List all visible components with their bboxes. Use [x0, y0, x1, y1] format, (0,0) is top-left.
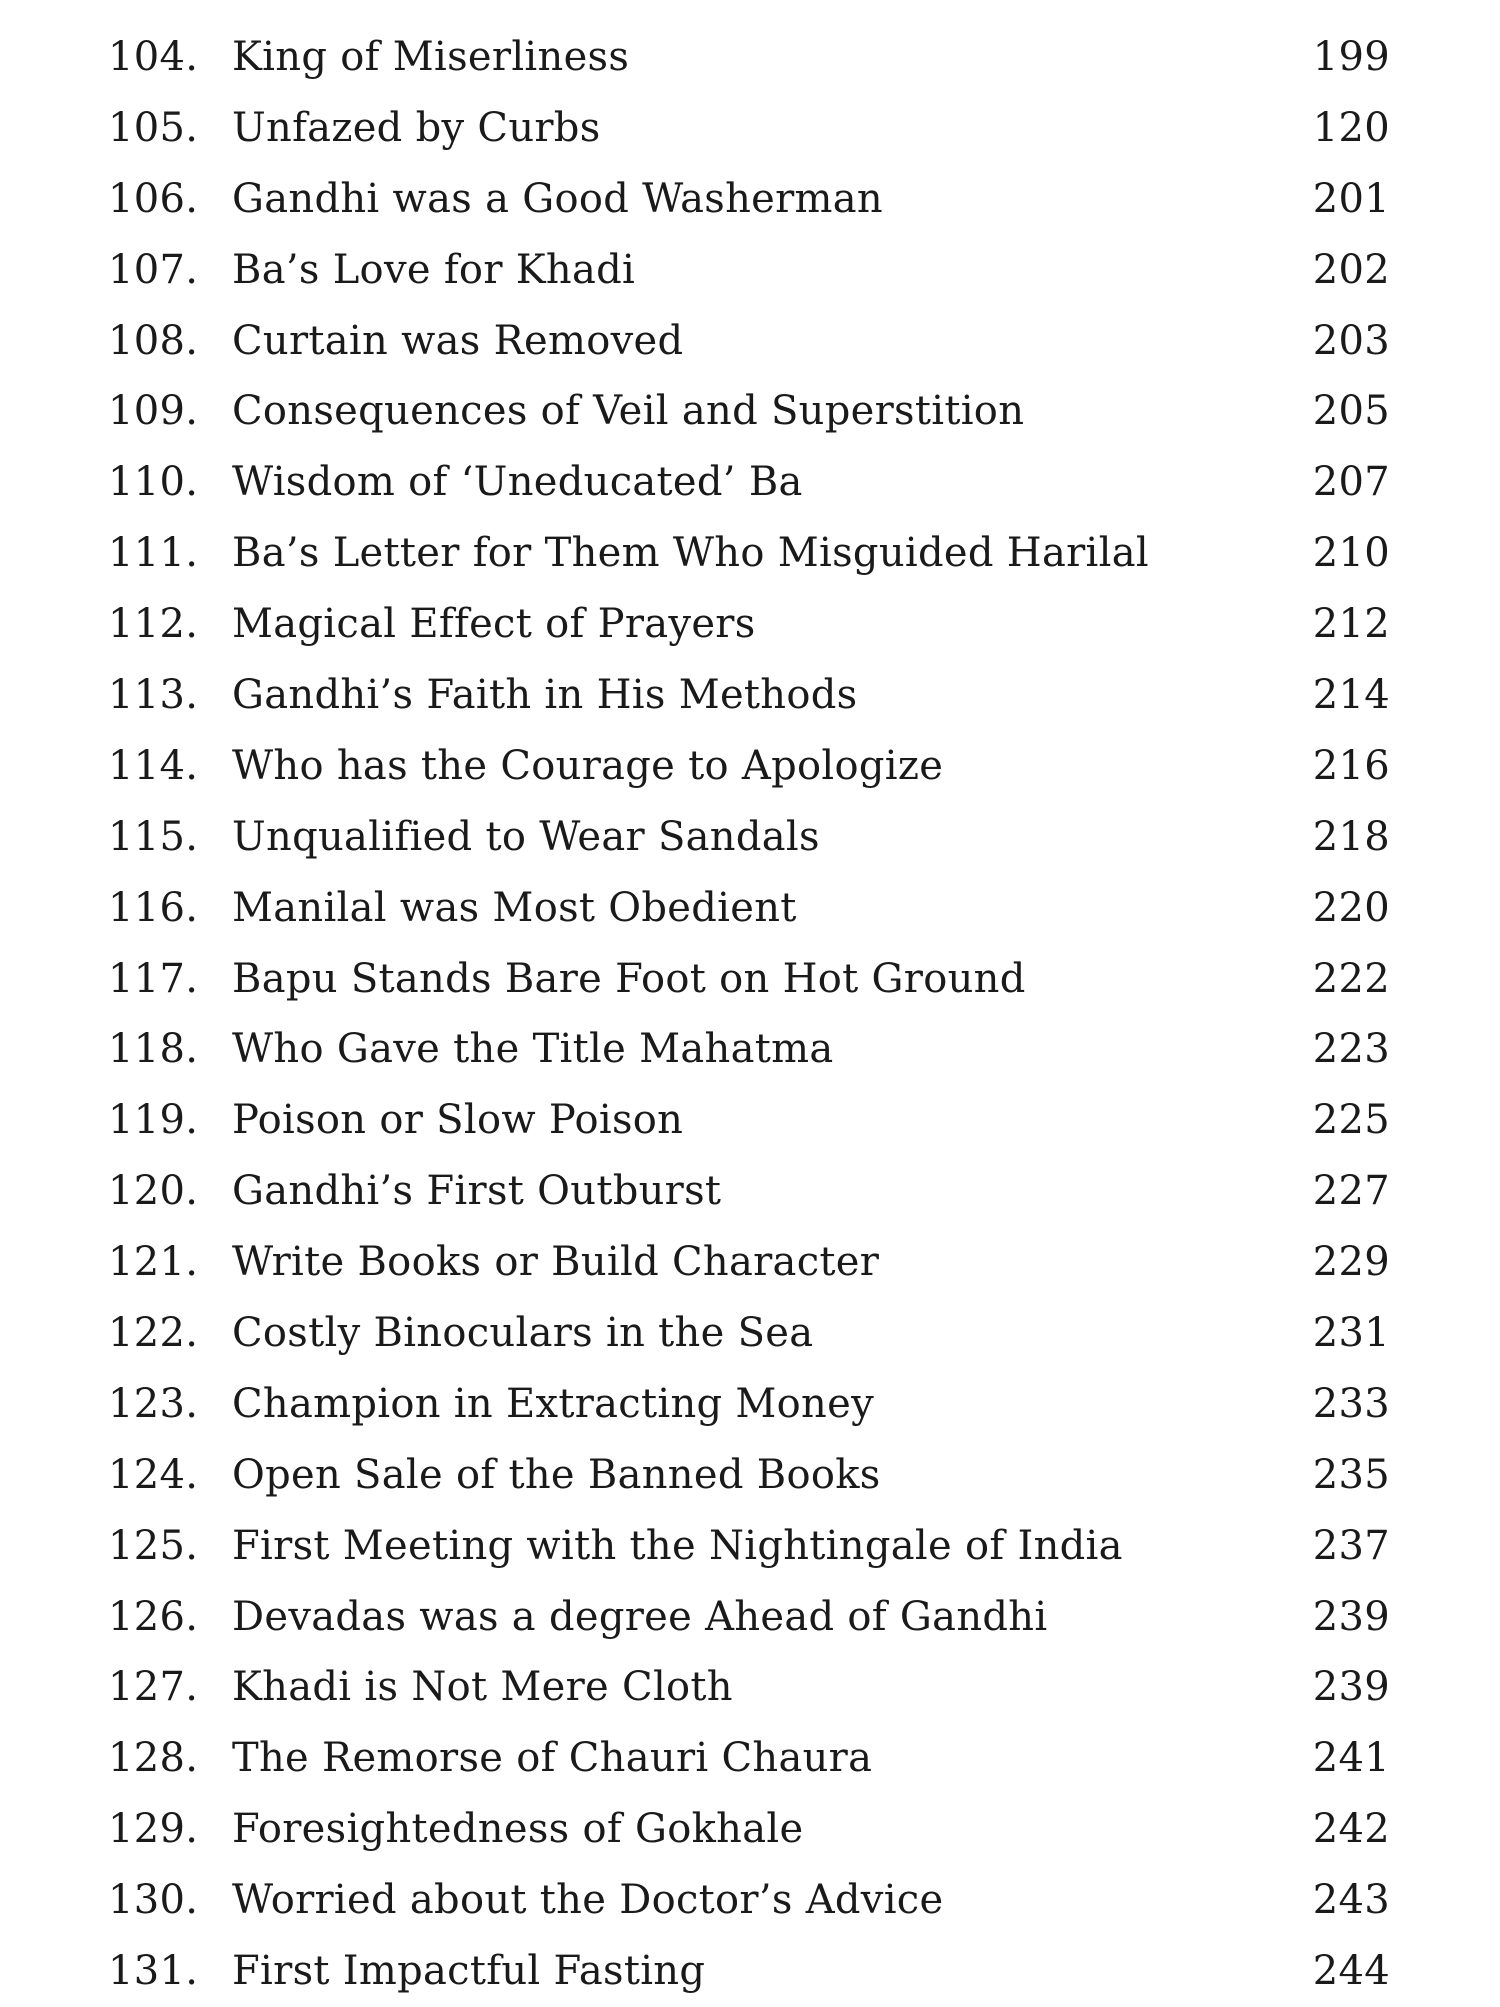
chapter-number: 115. — [108, 813, 199, 860]
page-number: 212 — [1312, 601, 1390, 648]
toc-entry — [0, 235, 1500, 306]
chapter-title: Devadas was a degree Ahead of Gandhi — [232, 1593, 1048, 1640]
chapter-title: Poison or Slow Poison — [232, 1097, 684, 1144]
toc-entry — [0, 306, 1500, 377]
page-number: 218 — [1312, 813, 1390, 860]
toc-entry — [0, 873, 1500, 944]
chapter-number: 104. — [108, 34, 199, 80]
chapter-number: 105. — [108, 104, 199, 151]
chapter-title: Khadi is Not Mere Cloth — [232, 1664, 733, 1711]
toc-entry — [0, 164, 1500, 235]
toc-entry — [0, 1440, 1500, 1511]
page-number: 120 — [1312, 104, 1390, 151]
chapter-number: 126. — [108, 1593, 199, 1640]
toc-entry — [0, 1156, 1500, 1227]
page-number: 227 — [1312, 1168, 1390, 1215]
chapter-number: 124. — [108, 1451, 199, 1498]
page-number: 203 — [1312, 317, 1390, 364]
page-number: 216 — [1312, 742, 1390, 789]
page-number: 242 — [1312, 1806, 1390, 1853]
chapter-number: 117. — [108, 955, 199, 1002]
chapter-number: 119. — [108, 1097, 199, 1144]
page-number: 239 — [1312, 1593, 1390, 1640]
page-number: 205 — [1312, 388, 1390, 435]
chapter-number: 129. — [108, 1806, 199, 1853]
chapter-number: 107. — [108, 246, 199, 293]
chapter-number: 130. — [108, 1877, 199, 1924]
toc-entry — [0, 518, 1500, 589]
chapter-title: Ba’s Love for Khadi — [232, 246, 636, 293]
chapter-title: Worried about the Doctor’s Advice — [232, 1877, 944, 1924]
toc-entry — [0, 22, 1500, 93]
page-number: 244 — [1312, 1948, 1390, 1995]
page-number: 201 — [1312, 175, 1390, 222]
chapter-number: 128. — [108, 1735, 199, 1782]
page-number: 207 — [1312, 459, 1390, 506]
chapter-number: 108. — [108, 317, 199, 364]
toc-entry — [0, 1865, 1500, 1936]
chapter-title: Who Gave the Title Mahatma — [232, 1026, 834, 1073]
toc-entry — [0, 1014, 1500, 1085]
chapter-title: Gandhi was a Good Washerman — [232, 175, 883, 222]
toc-entry — [0, 376, 1500, 447]
chapter-number: 121. — [108, 1239, 199, 1286]
chapter-title: Wisdom of ‘Uneducated’ Ba — [232, 459, 803, 506]
chapter-number: 111. — [108, 530, 199, 577]
toc-entry — [0, 660, 1500, 731]
chapter-title: Who has the Courage to Apologize — [232, 742, 944, 789]
toc-entry — [0, 1369, 1500, 1440]
chapter-title: King of Miserliness — [232, 34, 630, 80]
page-number: 235 — [1312, 1451, 1390, 1498]
chapter-title: Champion in Extracting Money — [232, 1380, 874, 1427]
toc-entry — [0, 1511, 1500, 1582]
toc-entry — [0, 1936, 1500, 2007]
chapter-title: Costly Binoculars in the Sea — [232, 1310, 814, 1357]
toc-entry — [0, 1085, 1500, 1156]
toc-entry — [0, 589, 1500, 660]
page-number: 233 — [1312, 1380, 1390, 1427]
chapter-number: 114. — [108, 742, 199, 789]
chapter-number: 112. — [108, 601, 199, 648]
chapter-title: Ba’s Letter for Them Who Misguided Harilal — [232, 530, 1149, 577]
page-number: 225 — [1312, 1097, 1390, 1144]
chapter-number: 131. — [108, 1948, 199, 1995]
chapter-number: 127. — [108, 1664, 199, 1711]
page-number: 223 — [1312, 1026, 1390, 1073]
page-number: 237 — [1312, 1522, 1390, 1569]
page-number: 222 — [1312, 955, 1390, 1002]
table-of-contents — [0, 22, 1500, 2007]
page-number: 231 — [1312, 1310, 1390, 1357]
toc-entry — [0, 93, 1500, 164]
page-number: 229 — [1312, 1239, 1390, 1286]
chapter-title: First Meeting with the Nightingale of India — [232, 1522, 1123, 1569]
chapter-title: Gandhi’s First Outburst — [232, 1168, 722, 1215]
toc-entry — [0, 1227, 1500, 1298]
chapter-title: Unfazed by Curbs — [232, 104, 601, 151]
chapter-title: Manilal was Most Obedient — [232, 884, 797, 931]
page-number: 214 — [1312, 672, 1390, 719]
toc-entry — [0, 1794, 1500, 1865]
chapter-title: Curtain was Removed — [232, 317, 684, 364]
toc-entry — [0, 731, 1500, 802]
toc-entry — [0, 447, 1500, 518]
page-number: 239 — [1312, 1664, 1390, 1711]
page-number: 220 — [1312, 884, 1390, 931]
chapter-number: 106. — [108, 175, 199, 222]
chapter-title: Open Sale of the Banned Books — [232, 1451, 881, 1498]
chapter-number: 110. — [108, 459, 199, 506]
chapter-title: Magical Effect of Prayers — [232, 601, 756, 648]
chapter-number: 120. — [108, 1168, 199, 1215]
toc-entry — [0, 1298, 1500, 1369]
chapter-title: First Impactful Fasting — [232, 1948, 706, 1995]
toc-entry — [0, 1652, 1500, 1723]
chapter-number: 123. — [108, 1380, 199, 1427]
chapter-title: Bapu Stands Bare Foot on Hot Ground — [232, 955, 1026, 1002]
chapter-number: 118. — [108, 1026, 199, 1073]
chapter-number: 125. — [108, 1522, 199, 1569]
chapter-title: Consequences of Veil and Superstition — [232, 388, 1025, 435]
chapter-title: Gandhi’s Faith in His Methods — [232, 672, 858, 719]
toc-entry — [0, 802, 1500, 873]
page-number: 210 — [1312, 530, 1390, 577]
chapter-title: Unqualified to Wear Sandals — [232, 813, 820, 860]
page-number: 241 — [1312, 1735, 1390, 1782]
chapter-title: Write Books or Build Character — [232, 1239, 880, 1286]
chapter-number: 116. — [108, 884, 199, 931]
chapter-number: 113. — [108, 672, 199, 719]
chapter-number: 122. — [108, 1310, 199, 1357]
toc-entry — [0, 1582, 1500, 1653]
chapter-title: The Remorse of Chauri Chaura — [232, 1735, 873, 1782]
toc-entry — [0, 1723, 1500, 1794]
toc-entry — [0, 944, 1500, 1015]
page-number: 199 — [1312, 34, 1390, 80]
chapter-title: Foresightedness of Gokhale — [232, 1806, 804, 1853]
page-number: 243 — [1312, 1877, 1390, 1924]
chapter-number: 109. — [108, 388, 199, 435]
page-number: 202 — [1312, 246, 1390, 293]
